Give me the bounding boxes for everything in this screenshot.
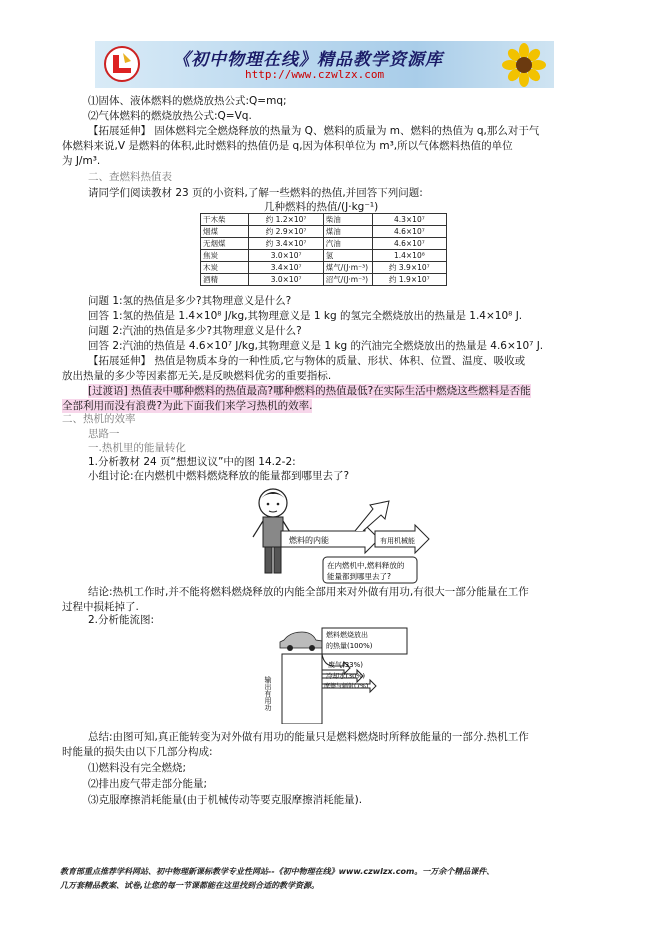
section-heading-heat-table: 二、查燃料热值表 bbox=[88, 171, 172, 183]
summary-line-b: 时能量的损失由以下几部分构成: bbox=[62, 746, 213, 758]
extension-1-line-c: 为 J/m³. bbox=[62, 155, 101, 167]
bubble-line-a: 在内燃机中,燃料释放的 bbox=[327, 561, 405, 570]
heat-value: 约 3.4×10⁷ bbox=[249, 238, 323, 250]
transition-line-a: [过渡语] 热值表中哪种燃料的热值最高?哪种燃料的热值最低?在实际生活中燃烧这些燃料是否能 bbox=[88, 385, 531, 397]
section-heading-efficiency: 二、热机的效率 bbox=[62, 413, 136, 425]
fuel-name: 无烟煤 bbox=[201, 238, 249, 250]
table-title: 几种燃料的热值/(J·kg⁻¹) bbox=[264, 201, 379, 213]
sunflower-icon bbox=[502, 43, 546, 87]
table-row bbox=[201, 238, 447, 250]
step-1: 1.分析教材 24 页“想想议议”中的图 14.2-2: bbox=[88, 456, 296, 468]
extension-1-line-b: 体燃料来说,V 是燃料的体积,此时燃料的热值仍是 q,因为体积单位为 m³,所以气体燃料热值的单位 bbox=[62, 140, 513, 152]
flow-friction-label: 摩擦与辐射(7%) bbox=[324, 683, 369, 690]
conclusion-line-b: 过程中损耗掉了. bbox=[62, 601, 139, 613]
flow-top-label-b: 的热量(100%) bbox=[326, 642, 373, 650]
question-2: 问题 2:汽油的热值是多少?其物理意义是什么? bbox=[88, 325, 302, 337]
fuel-name: 干木柴 bbox=[201, 214, 249, 226]
reading-instruction: 请同学们阅读教材 23 页的小资料,了解一些燃料的热值,并回答下列问题: bbox=[88, 187, 423, 199]
fuel-name: 焦炭 bbox=[201, 250, 249, 262]
banner-title: 《初中物理在线》精品教学资源库 bbox=[173, 50, 443, 70]
fuel-name: 煤气/(J·m⁻³) bbox=[323, 262, 372, 274]
page-footer bbox=[60, 865, 620, 893]
fuel-name: 烟煤 bbox=[201, 226, 249, 238]
bubble-line-b: 能量都到哪里去了? bbox=[327, 572, 391, 581]
heat-value: 3.0×10⁷ bbox=[249, 274, 323, 286]
flow-exhaust-label: 废气(33%) bbox=[328, 661, 364, 669]
heat-value: 1.4×10⁸ bbox=[372, 250, 446, 262]
table-row bbox=[201, 274, 447, 286]
heat-value: 约 1.9×10⁷ bbox=[372, 274, 446, 286]
table-row bbox=[201, 250, 447, 262]
extension-2-line-b: 放出热量的多少等因素都无关,是反映燃料优劣的重要指标. bbox=[62, 370, 332, 382]
site-logo-icon bbox=[103, 45, 141, 83]
step-2: 2.分析能流图: bbox=[88, 614, 155, 626]
answer-2: 回答 2:汽油的热值是 4.6×10⁷ J/kg,其物理意义是 1 kg 的汽油完全燃烧放出的热量是 4.6×10⁷ J. bbox=[88, 340, 544, 352]
formula-solid-liquid: ⑴固体、液体燃料的燃烧放热公式:Q=mq; bbox=[88, 95, 287, 107]
fuel-name: 酒精 bbox=[201, 274, 249, 286]
fuel-name: 汽油 bbox=[323, 238, 372, 250]
transition-line-b: 全部利用而没有浪费?为此下面我们来学习热机的效率. bbox=[62, 400, 313, 412]
group-discussion: 小组讨论:在内燃机中燃料燃烧释放的能量都到哪里去了? bbox=[88, 470, 350, 482]
footer-line-1: 教育部重点推荐学科网站、初中物理新课标教学专业性网站--《初中物理在线》www.czwlzx.com。一万余个精品课件、 bbox=[60, 867, 495, 876]
heat-value: 4.6×10⁷ bbox=[372, 226, 446, 238]
heat-value: 3.0×10⁷ bbox=[249, 250, 323, 262]
arrow-label-mechanical-energy: 有用机械能 bbox=[380, 537, 415, 545]
header-banner bbox=[95, 41, 554, 88]
footer-line-2: 几万套精品教案、试卷,让您的每一节课都能在这里找到合适的教学资源。 bbox=[60, 881, 320, 890]
loss-reason-2: ⑵排出废气带走部分能量; bbox=[88, 778, 208, 790]
fuel-name: 木炭 bbox=[201, 262, 249, 274]
heat-value: 4.3×10⁷ bbox=[372, 214, 446, 226]
car-icon bbox=[280, 632, 322, 651]
table-row bbox=[201, 214, 447, 226]
loss-reason-1: ⑴燃料没有完全燃烧; bbox=[88, 762, 187, 774]
heat-value: 3.4×10⁷ bbox=[249, 262, 323, 274]
table-row bbox=[201, 262, 447, 274]
extension-1-line-a: 【拓展延伸】 固体燃料完全燃烧释放的热量为 Q、燃料的质量为 m、燃料的热值为 q,那么对于气 bbox=[88, 125, 540, 137]
formula-gas: ⑵气体燃料的燃烧放热公式:Q=Vq. bbox=[88, 110, 252, 122]
arrow-label-internal-energy: 燃料的内能 bbox=[289, 536, 329, 545]
loss-reason-3: ⑶克服摩擦消耗能量(由于机械传动等要克服摩擦消耗能量). bbox=[88, 794, 363, 806]
flow-top-label-a: 燃料燃烧放出 bbox=[326, 631, 368, 639]
fuel-name: 柴油 bbox=[323, 214, 372, 226]
fuel-name: 煤油 bbox=[323, 226, 372, 238]
heat-value: 4.6×10⁷ bbox=[372, 238, 446, 250]
figure-energy-question bbox=[245, 485, 435, 587]
flow-cooling-label: 冷却水(30%) bbox=[326, 672, 366, 680]
fuel-name: 氢 bbox=[323, 250, 372, 262]
flow-useful-label: 输出有用功 bbox=[264, 676, 272, 711]
table-row bbox=[201, 226, 447, 238]
subsection-energy-conversion: 一.热机里的能量转化 bbox=[88, 442, 186, 454]
banner-url[interactable]: http://www.czwlzx.com bbox=[245, 68, 385, 81]
heat-value: 约 3.9×10⁷ bbox=[372, 262, 446, 274]
idea-label: 思路一 bbox=[88, 428, 120, 440]
fuel-name: 沼气/(J·m⁻³) bbox=[323, 274, 372, 286]
heat-value: 约 1.2×10⁷ bbox=[249, 214, 323, 226]
conclusion-line-a: 结论:热机工作时,并不能将燃料燃烧释放的内能全部用来对外做有用功,有很大一部分能量在工作 bbox=[88, 586, 529, 598]
summary-line-a: 总结:由图可知,真正能转变为对外做有用功的能量只是燃料燃烧时所释放能量的一部分.热机工作 bbox=[88, 731, 529, 743]
energy-flow-diagram bbox=[262, 626, 417, 724]
question-1: 问题 1:氢的热值是多少?其物理意义是什么? bbox=[88, 295, 292, 307]
heat-value-table bbox=[200, 213, 447, 286]
answer-1: 回答 1:氢的热值是 1.4×10⁸ J/kg,其物理意义是 1 kg 的氢完全燃烧放出的热量是 1.4×10⁸ J. bbox=[88, 310, 523, 322]
heat-value: 约 2.9×10⁷ bbox=[249, 226, 323, 238]
extension-2-line-a: 【拓展延伸】 热值是物质本身的一种性质,它与物体的质量、形状、体积、位置、温度、吸收或 bbox=[88, 355, 526, 367]
